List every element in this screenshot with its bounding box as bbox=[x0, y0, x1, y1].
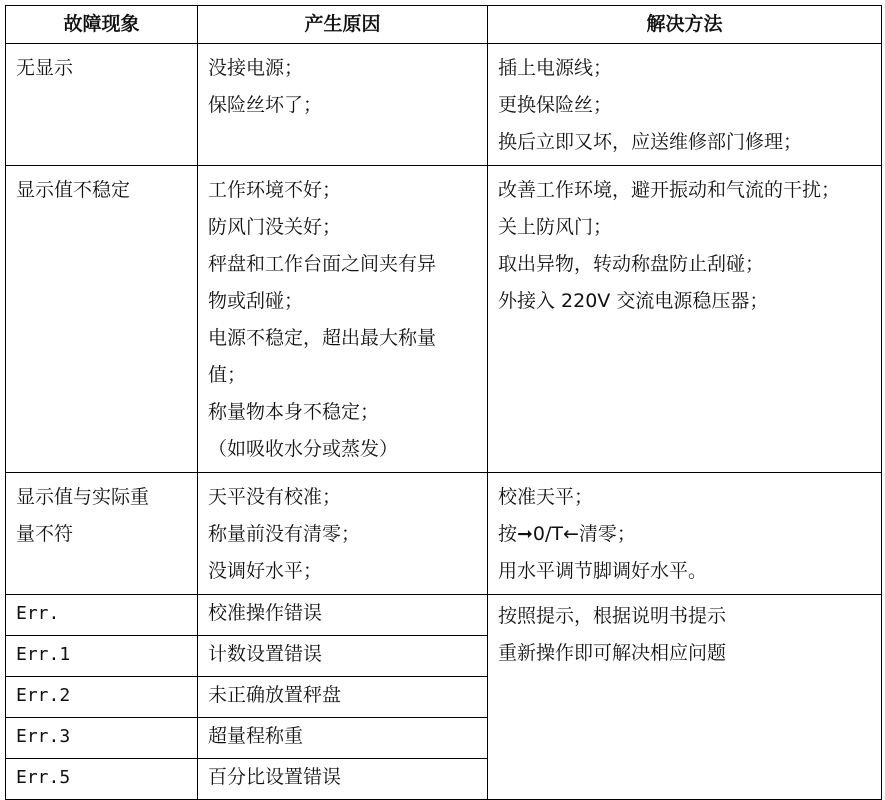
symptom-cell bbox=[6, 473, 198, 595]
cause-text: 称量前没有清零； bbox=[208, 523, 361, 545]
cause-text: 超量程称重 bbox=[208, 725, 304, 747]
error-code-cell bbox=[6, 677, 198, 718]
cause-text: 物或刮碰； bbox=[208, 290, 304, 312]
table-row bbox=[6, 473, 882, 595]
cause-cell bbox=[198, 636, 488, 677]
solution-text: 改善工作环境，避开振动和气流的干扰； bbox=[498, 179, 841, 201]
cause-cell bbox=[198, 44, 488, 166]
error-solution-cell bbox=[488, 595, 882, 800]
cause-text: 计数设置错误 bbox=[208, 643, 323, 665]
cause-text: 保险丝坏了； bbox=[208, 94, 323, 116]
cause-text: 没接电源； bbox=[208, 57, 304, 79]
solution-text: 插上电源线； bbox=[498, 57, 613, 79]
cause-cell bbox=[198, 595, 488, 636]
cause-text: 工作环境不好； bbox=[208, 179, 342, 201]
solution-text: 关上防风门； bbox=[498, 216, 613, 238]
symptom-text: 无显示 bbox=[16, 57, 74, 79]
error-code: Err.5 bbox=[16, 767, 71, 788]
error-code: Err. bbox=[16, 603, 60, 624]
table-row bbox=[6, 166, 882, 473]
error-code: Err.3 bbox=[16, 726, 71, 747]
cause-text: 天平没有校准； bbox=[208, 486, 342, 508]
cause-text: 防风门没关好； bbox=[208, 216, 342, 238]
solution-text: 外接入 220V 交流电源稳压器； bbox=[498, 290, 769, 312]
solution-text: 更换保险丝； bbox=[498, 94, 613, 116]
cause-text: 值； bbox=[208, 364, 247, 386]
error-code: Err.1 bbox=[16, 644, 71, 665]
table-row bbox=[6, 595, 882, 636]
cause-cell bbox=[198, 718, 488, 759]
cause-cell bbox=[198, 473, 488, 595]
solution-text: 按➞0/T←清零； bbox=[498, 523, 636, 545]
cause-text: （如吸收水分或蒸发） bbox=[208, 438, 399, 460]
symptom-cell bbox=[6, 166, 198, 473]
solution-text: 换后立即又坏，应送维修部门修理； bbox=[498, 131, 803, 153]
cause-text: 未正确放置秤盘 bbox=[208, 684, 342, 706]
cause-text: 秤盘和工作台面之间夹有异 bbox=[208, 253, 437, 275]
solution-text: 按照提示，根据说明书提示 bbox=[498, 605, 727, 627]
symptom-text: 显示值不稳定 bbox=[16, 179, 131, 201]
cause-cell bbox=[198, 759, 488, 800]
solution-text: 校准天平； bbox=[498, 486, 594, 508]
symptom-cell bbox=[6, 44, 198, 166]
cause-cell bbox=[198, 166, 488, 473]
fault-table bbox=[5, 5, 882, 800]
solution-cell bbox=[488, 44, 882, 166]
cause-cell bbox=[198, 677, 488, 718]
error-code: Err.2 bbox=[16, 685, 71, 706]
cause-text: 称量物本身不稳定； bbox=[208, 401, 380, 423]
symptom-text: 量不符 bbox=[16, 523, 74, 545]
symptom-text: 显示值与实际重 bbox=[16, 486, 150, 508]
error-code-cell bbox=[6, 718, 198, 759]
cause-text: 校准操作错误 bbox=[208, 602, 323, 624]
error-code-cell bbox=[6, 636, 198, 677]
cause-text: 百分比设置错误 bbox=[208, 766, 342, 788]
header-cause: 产生原因 bbox=[198, 6, 488, 44]
header-symptom: 故障现象 bbox=[6, 6, 198, 44]
cause-text: 电源不稳定，超出最大称量 bbox=[208, 327, 437, 349]
solution-cell bbox=[488, 166, 882, 473]
solution-text: 重新操作即可解决相应问题 bbox=[498, 642, 727, 664]
error-code-cell bbox=[6, 759, 198, 800]
error-code-cell bbox=[6, 595, 198, 636]
table-row bbox=[6, 44, 882, 166]
solution-text: 取出异物，转动称盘防止刮碰； bbox=[498, 253, 765, 275]
header-solution: 解决方法 bbox=[488, 6, 882, 44]
solution-cell bbox=[488, 473, 882, 595]
cause-text: 没调好水平； bbox=[208, 560, 323, 582]
solution-text: 用水平调节脚调好水平。 bbox=[498, 560, 708, 582]
header-row bbox=[6, 6, 882, 44]
